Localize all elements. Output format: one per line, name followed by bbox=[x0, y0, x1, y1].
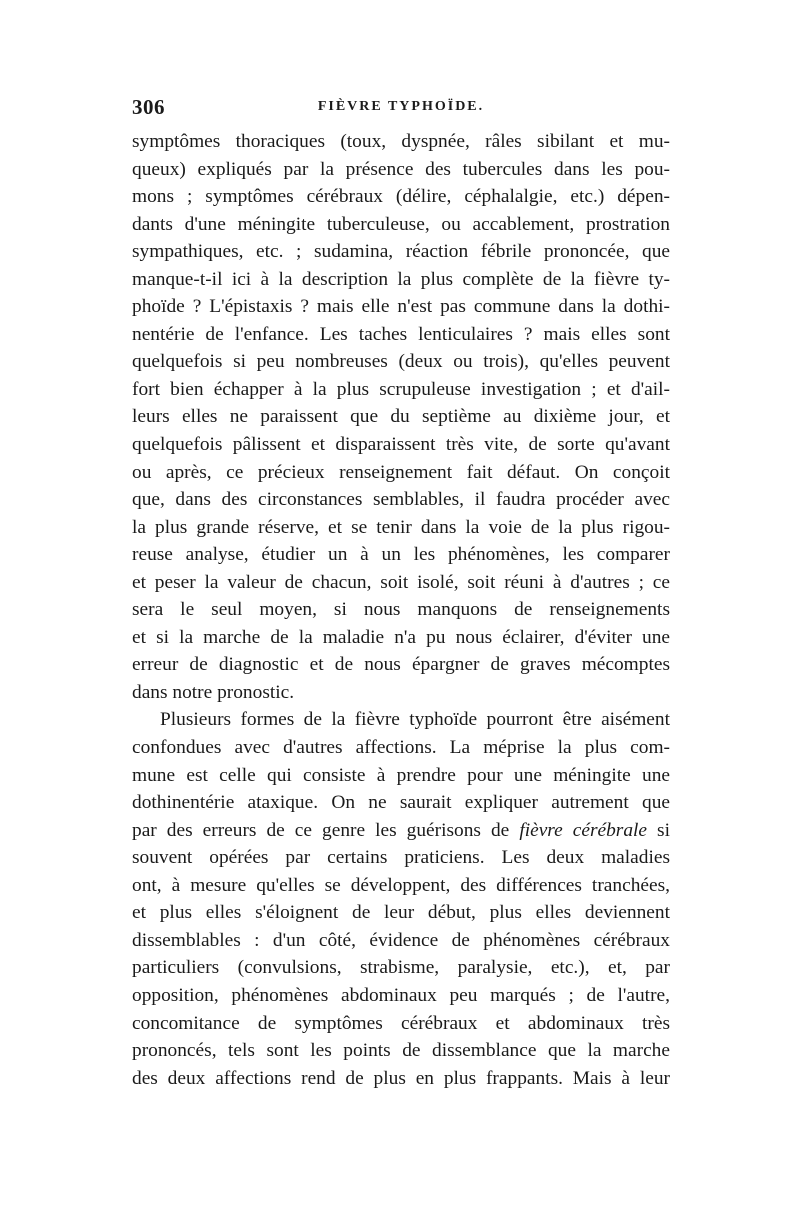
text-line: queux) expliqués par la présence des tubercules dans les pou- bbox=[132, 158, 670, 180]
body-text bbox=[132, 128, 670, 1092]
text-line: manque-t-il ici à la description la plus complète de la fièvre ty- bbox=[132, 268, 670, 290]
text-line: la plus grande réserve, et se tenir dans la voie de la plus rigou- bbox=[132, 516, 670, 538]
text-line: et peser la valeur de chacun, soit isolé, soit réuni à d'autres ; ce bbox=[132, 571, 670, 593]
running-title: FIÈVRE TYPHOÏDE. bbox=[317, 99, 485, 114]
text-line-with-italic: par des erreurs de ce genre les guérisons de fièvre cérébrale si bbox=[132, 819, 670, 841]
text-line: quelquefois si peu nombreuses (deux ou trois), qu'elles peuvent bbox=[132, 351, 670, 373]
text-line: ou après, ce précieux renseignement fait défaut. On conçoit bbox=[132, 461, 670, 483]
text-line: souvent opérées par certains praticiens. Les deux maladies bbox=[132, 847, 670, 869]
text-line: sera le seul moyen, si nous manquons de renseignements bbox=[132, 599, 670, 621]
text-line: et si la marche de la maladie n'a pu nous éclairer, d'éviter une bbox=[132, 626, 670, 648]
text-line: nentérie de l'enfance. Les taches lenticulaires ? mais elles sont bbox=[132, 323, 670, 345]
paragraph-end-line: dans notre pronostic. bbox=[132, 681, 295, 703]
text-line: mons ; symptômes cérébraux (délire, céphalalgie, etc.) dépen- bbox=[132, 186, 670, 208]
text-line: ont, à mesure qu'elles se développent, des différences tranchées, bbox=[132, 874, 670, 896]
text-line: dothinentérie ataxique. On ne saurait expliquer autrement que bbox=[132, 792, 670, 814]
text-line: opposition, phénomènes abdominaux peu marqués ; de l'autre, bbox=[132, 984, 670, 1006]
running-head bbox=[132, 95, 670, 123]
italic-emphasis: fièvre cérébrale bbox=[519, 819, 648, 841]
text-line: reuse analyse, étudier un à un les phénomènes, les comparer bbox=[132, 544, 670, 566]
text-line: quelquefois pâlissent et disparaissent très vite, de sorte qu'avant bbox=[132, 434, 670, 456]
text-line: que, dans des circonstances semblables, il faudra procéder avec bbox=[132, 489, 670, 511]
text-line: leurs elles ne paraissent que du septième au dixième jour, et bbox=[132, 406, 670, 428]
text-line: mune est celle qui consiste à prendre pour une méningite une bbox=[132, 764, 670, 786]
text-line: confondues avec d'autres affections. La méprise la plus com- bbox=[132, 737, 670, 759]
text-line: erreur de diagnostic et de nous épargner de graves mécomptes bbox=[132, 654, 670, 676]
text-line: concomitance de symptômes cérébraux et abdominaux très bbox=[132, 1012, 670, 1034]
text-line: fort bien échapper à la plus scrupuleuse investigation ; et d'ail- bbox=[132, 378, 670, 400]
text-line: symptômes thoraciques (toux, dyspnée, râles sibilant et mu- bbox=[132, 131, 670, 152]
text-line: et plus elles s'éloignent de leur début, plus elles deviennent bbox=[132, 902, 670, 924]
text-line: dants d'une méningite tuberculeuse, ou accablement, prostration bbox=[132, 213, 670, 235]
text-line: dissemblables : d'un côté, évidence de phénomènes cérébraux bbox=[132, 929, 670, 951]
text-line: prononcés, tels sont les points de dissemblance que la marche bbox=[132, 1040, 670, 1062]
text-line: particuliers (convulsions, strabisme, paralysie, etc.), et, par bbox=[132, 957, 670, 979]
text-line: des deux affections rend de plus en plus frappants. Mais à leur bbox=[132, 1067, 670, 1089]
paragraph-start-line: Plusieurs formes de la fièvre typhoïde pourront être aisément bbox=[160, 709, 670, 731]
text-line: phoïde ? L'épistaxis ? mais elle n'est pas commune dans la dothi- bbox=[132, 296, 670, 318]
text-line: sympathiques, etc. ; sudamina, réaction fébrile prononcée, que bbox=[132, 241, 670, 263]
page-number: 306 bbox=[132, 95, 165, 119]
